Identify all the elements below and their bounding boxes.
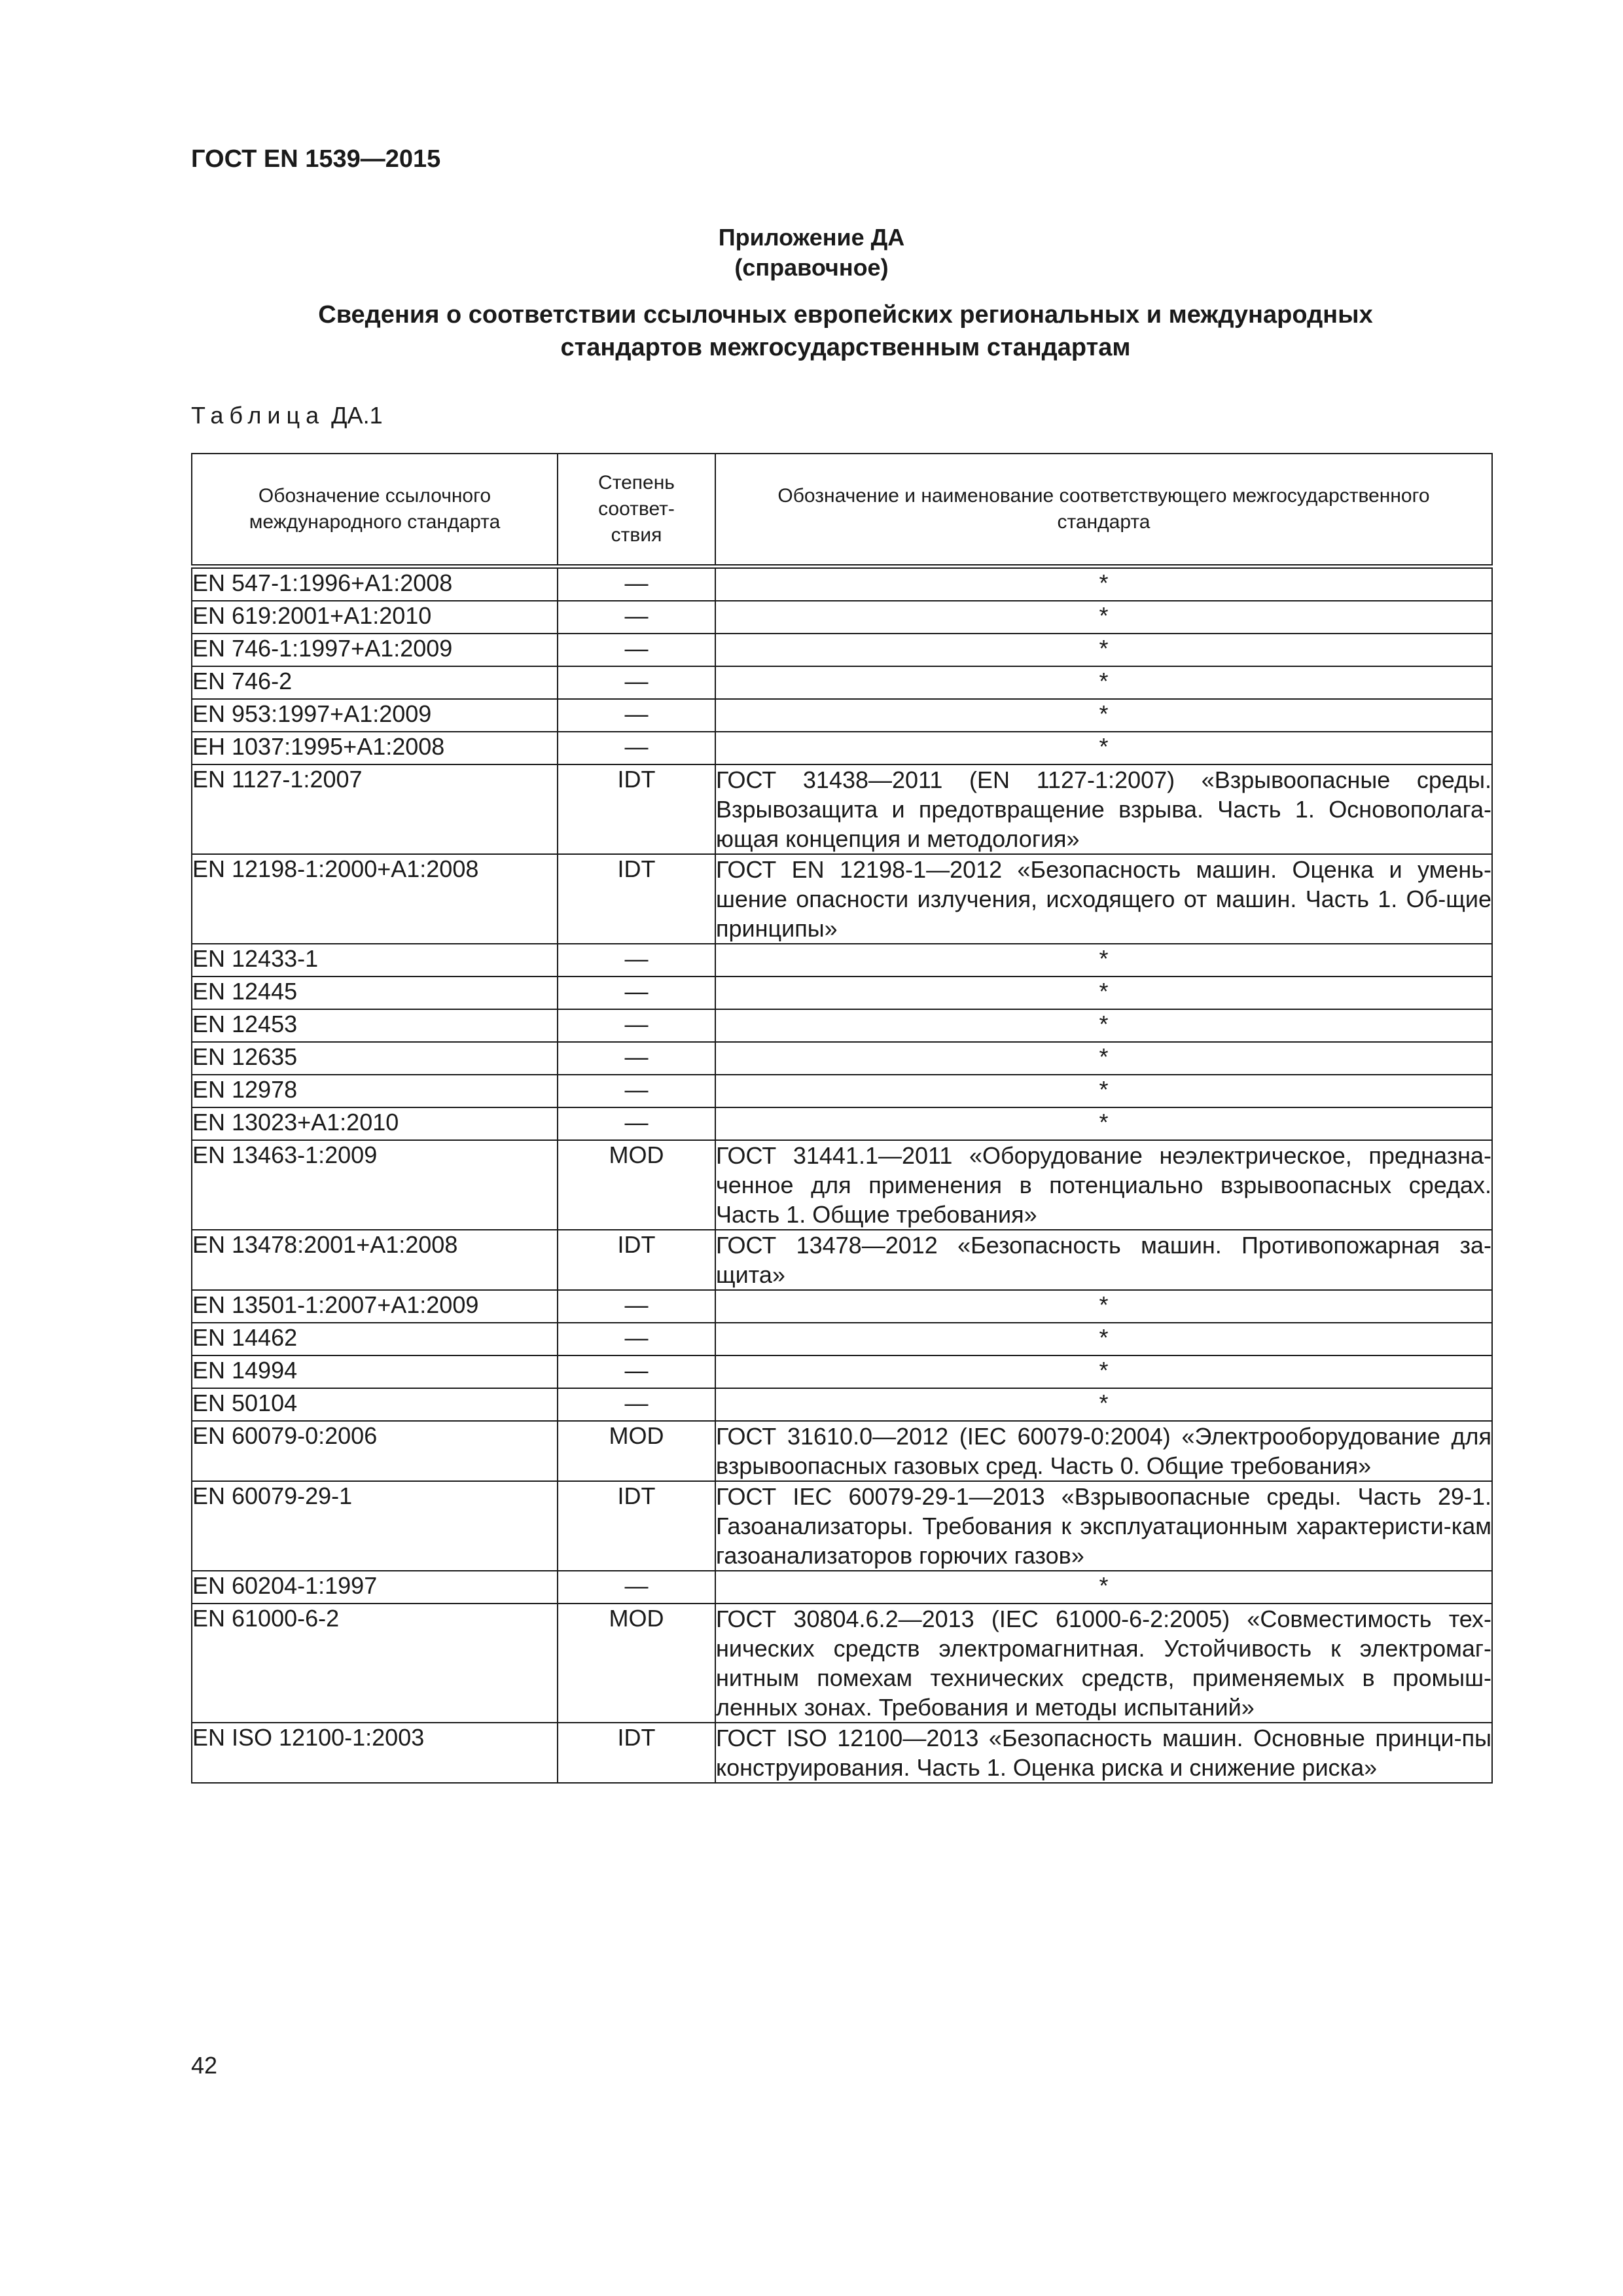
- interstate-standard-cell: *: [715, 567, 1492, 601]
- interstate-standard-cell: ГОСТ 31610.0—2012 (IEC 60079-0:2004) «Электрооборудование для взрывоопасных газовых сред. Часть 0. Общие требования»: [715, 1421, 1492, 1481]
- interstate-standard-cell: ГОСТ EN 12198-1—2012 «Безопасность машин. Оценка и умень-шение опасности излучения, исходящего от машин. Часть 1. Об-щие принципы»: [715, 854, 1492, 944]
- interstate-standard-cell: *: [715, 699, 1492, 732]
- reference-standard-cell: EN 746-1:1997+A1:2009: [192, 634, 558, 666]
- reference-standard-cell: EN 61000-6-2: [192, 1604, 558, 1723]
- reference-standard-cell: EN 13023+A1:2010: [192, 1107, 558, 1140]
- degree-cell: —: [558, 1388, 715, 1421]
- degree-cell: —: [558, 699, 715, 732]
- table-row: [192, 1604, 1492, 1723]
- table-row: [192, 1009, 1492, 1042]
- table-row: [192, 1355, 1492, 1388]
- reference-standard-cell: EN 60079-29-1: [192, 1481, 558, 1571]
- degree-cell: MOD: [558, 1421, 715, 1481]
- column-header-degree: [558, 454, 715, 567]
- reference-standard-cell: EN 50104: [192, 1388, 558, 1421]
- annex-subtitle: (справочное): [734, 254, 889, 281]
- table-row: [192, 977, 1492, 1009]
- degree-cell: IDT: [558, 1723, 715, 1783]
- degree-cell: —: [558, 567, 715, 601]
- table-row: [192, 1481, 1492, 1571]
- table-body: [192, 567, 1492, 1784]
- reference-standard-cell: EN ISO 12100-1:2003: [192, 1723, 558, 1783]
- annex-title: [0, 223, 1623, 283]
- reference-standard-cell: EN 14994: [192, 1355, 558, 1388]
- table-caption-word: Таблица: [191, 402, 325, 429]
- degree-cell: —: [558, 1323, 715, 1355]
- degree-cell: —: [558, 601, 715, 634]
- interstate-standard-cell: *: [715, 1388, 1492, 1421]
- reference-standard-cell: EN 12433-1: [192, 944, 558, 977]
- interstate-standard-cell: *: [715, 1075, 1492, 1107]
- interstate-standard-cell: *: [715, 1571, 1492, 1604]
- reference-standard-cell: EN 746-2: [192, 666, 558, 699]
- table-row: [192, 1107, 1492, 1140]
- section-heading: [191, 298, 1500, 364]
- column-header-interstate-standard-text: Обозначение и наименование соответствующего межгосударственного стандарта: [777, 485, 1430, 533]
- reference-standard-cell: EN 13501-1:2007+A1:2009: [192, 1290, 558, 1323]
- annex-label: Приложение ДА: [718, 224, 905, 251]
- interstate-standard-cell: *: [715, 1009, 1492, 1042]
- reference-standard-cell: EN 12635: [192, 1042, 558, 1075]
- interstate-standard-cell: ГОСТ ISO 12100—2013 «Безопасность машин. Основные принци-пы конструирования. Часть 1. Оценка риска и снижение риска»: [715, 1723, 1492, 1783]
- table-row: [192, 1042, 1492, 1075]
- degree-cell: —: [558, 1107, 715, 1140]
- table-row: [192, 764, 1492, 854]
- reference-standard-cell: EN 13478:2001+A1:2008: [192, 1230, 558, 1290]
- degree-cell: —: [558, 1355, 715, 1388]
- table-row: [192, 732, 1492, 764]
- degree-cell: IDT: [558, 1481, 715, 1571]
- table-row: [192, 1388, 1492, 1421]
- degree-cell: —: [558, 944, 715, 977]
- degree-cell: —: [558, 1075, 715, 1107]
- degree-cell: —: [558, 1009, 715, 1042]
- reference-standard-cell: ЕН 1037:1995+A1:2008: [192, 732, 558, 764]
- interstate-standard-cell: *: [715, 1323, 1492, 1355]
- degree-cell: MOD: [558, 1140, 715, 1230]
- table-row: [192, 699, 1492, 732]
- reference-standard-cell: EN 60204-1:1997: [192, 1571, 558, 1604]
- degree-cell: IDT: [558, 854, 715, 944]
- degree-cell: —: [558, 1042, 715, 1075]
- table-row: [192, 1421, 1492, 1481]
- reference-standard-cell: EN 12453: [192, 1009, 558, 1042]
- degree-cell: —: [558, 1571, 715, 1604]
- table-row: [192, 944, 1492, 977]
- interstate-standard-cell: *: [715, 634, 1492, 666]
- degree-cell: —: [558, 666, 715, 699]
- interstate-standard-cell: *: [715, 944, 1492, 977]
- degree-cell: IDT: [558, 1230, 715, 1290]
- reference-standard-cell: EN 12978: [192, 1075, 558, 1107]
- table-row: [192, 1075, 1492, 1107]
- section-heading-line-2: стандартов межгосударственным стандартам: [560, 334, 1131, 361]
- degree-cell: IDT: [558, 764, 715, 854]
- table-row: [192, 1723, 1492, 1783]
- reference-standard-cell: EN 14462: [192, 1323, 558, 1355]
- reference-standard-cell: EN 12445: [192, 977, 558, 1009]
- interstate-standard-cell: *: [715, 1042, 1492, 1075]
- column-header-reference-standard-text: Обозначение ссылочного международного стандарта: [249, 485, 501, 533]
- interstate-standard-cell: *: [715, 977, 1492, 1009]
- table-row: [192, 1571, 1492, 1604]
- interstate-standard-cell: *: [715, 1355, 1492, 1388]
- interstate-standard-cell: *: [715, 666, 1492, 699]
- correspondence-table: [191, 453, 1493, 1784]
- reference-standard-cell: EN 60079-0:2006: [192, 1421, 558, 1481]
- interstate-standard-cell: ГОСТ 30804.6.2—2013 (IEC 61000-6-2:2005) «Совместимость тех-нических средств электромагнитная. Устойчивость к электромаг-нитным помехам технических средств, применяемых в промыш-ленных зонах. Требования и методы испытаний»: [715, 1604, 1492, 1723]
- column-header-reference-standard: [192, 454, 558, 567]
- table-row: [192, 634, 1492, 666]
- degree-cell: —: [558, 732, 715, 764]
- reference-standard-cell: EN 13463-1:2009: [192, 1140, 558, 1230]
- interstate-standard-cell: ГОСТ 31441.1—2011 «Оборудование неэлектрическое, предназна-ченное для применения в потенциально взрывоопасных средах. Часть 1. Общие требования»: [715, 1140, 1492, 1230]
- reference-standard-cell: EN 12198-1:2000+A1:2008: [192, 854, 558, 944]
- interstate-standard-cell: ГОСТ IEC 60079-29-1—2013 «Взрывоопасные среды. Часть 29-1. Газоанализаторы. Требования к эксплуатационным характеристи-кам газоанализаторов горючих газов»: [715, 1481, 1492, 1571]
- degree-cell: —: [558, 977, 715, 1009]
- section-heading-line-1: Сведения о соответствии ссылочных европейских региональных и международных: [318, 301, 1373, 329]
- reference-standard-cell: EN 1127-1:2007: [192, 764, 558, 854]
- table-row: [192, 601, 1492, 634]
- degree-cell: MOD: [558, 1604, 715, 1723]
- table-row: [192, 666, 1492, 699]
- table-row: [192, 567, 1492, 601]
- document-code: ГОСТ EN 1539—2015: [191, 145, 441, 173]
- table-row: [192, 854, 1492, 944]
- table-row: [192, 1323, 1492, 1355]
- interstate-standard-cell: ГОСТ 31438—2011 (EN 1127-1:2007) «Взрывоопасные среды. Взрывозащита и предотвращение взрыва. Часть 1. Основополага-ющая концепция и методология»: [715, 764, 1492, 854]
- degree-cell: —: [558, 1290, 715, 1323]
- table-row: [192, 1140, 1492, 1230]
- table-caption: [191, 402, 383, 429]
- interstate-standard-cell: ГОСТ 13478—2012 «Безопасность машин. Противопожарная за-щита»: [715, 1230, 1492, 1290]
- column-header-interstate-standard: [715, 454, 1492, 567]
- page-number: 42: [191, 2052, 218, 2079]
- table-caption-id: ДА.1: [331, 402, 383, 429]
- column-header-degree-text: Степень соответ-ствия: [598, 472, 675, 546]
- interstate-standard-cell: *: [715, 601, 1492, 634]
- interstate-standard-cell: *: [715, 732, 1492, 764]
- table-row: [192, 1230, 1492, 1290]
- degree-cell: —: [558, 634, 715, 666]
- table-header-row: [192, 454, 1492, 567]
- reference-standard-cell: EN 547-1:1996+A1:2008: [192, 567, 558, 601]
- interstate-standard-cell: *: [715, 1290, 1492, 1323]
- interstate-standard-cell: *: [715, 1107, 1492, 1140]
- reference-standard-cell: EN 953:1997+A1:2009: [192, 699, 558, 732]
- reference-standard-cell: EN 619:2001+A1:2010: [192, 601, 558, 634]
- table-row: [192, 1290, 1492, 1323]
